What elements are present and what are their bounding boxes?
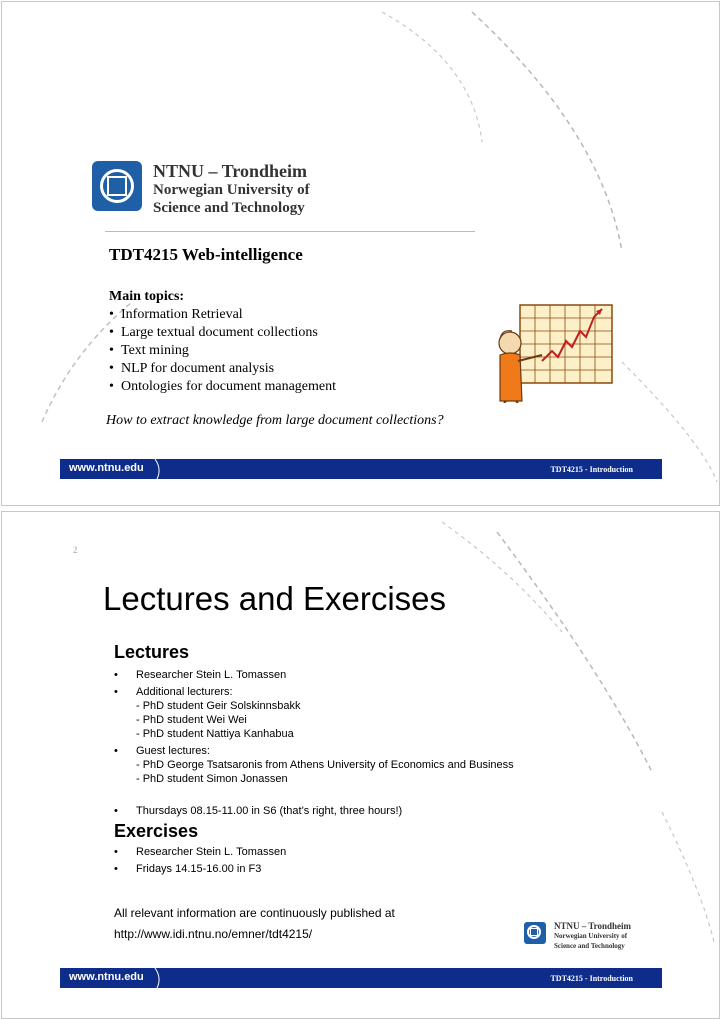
lectures-list [114,668,674,818]
exercises-heading: Exercises [114,821,199,841]
list-item: • Researcher Stein L. Tomassen [114,845,674,859]
list-item: • Large textual document collections [109,324,336,342]
list-item: • Thursdays 08.15-11.00 in S6 (that’s right, three hours!) [114,804,674,818]
presenter-chart-clipart-icon [486,303,616,403]
lecture-item-text: Researcher Stein L. Tomassen [136,669,287,681]
list-item [114,685,674,741]
info-text [114,903,395,945]
list-item [114,744,674,786]
lecture-subitem: - PhD George Tsatsaronis from Athens University of Economics and Business [136,759,514,771]
ntnu-logo-text [153,161,310,217]
footer-bar [60,968,662,988]
logo-line-1: NTNU – Trondheim [153,161,308,181]
lectures-heading: Lectures [114,642,190,662]
lecture-subitem: - PhD student Simon Jonassen [136,773,288,785]
logo-line-2: Norwegian University of [153,182,310,198]
main-topics [109,288,336,396]
list-item: • Information Retrieval [109,306,336,324]
slide-title: Lectures and Exercises [103,580,447,617]
lecture-subitem: - PhD student Nattiya Kanhabua [136,728,294,740]
footer-url: www.ntnu.edu [69,462,144,474]
footer-bar [60,459,662,479]
list-item [114,668,674,682]
topics-list [109,306,336,396]
footer-course: TDT4215 - Introduction [550,465,633,474]
footer-fold-icon [154,968,164,988]
footer-url: www.ntnu.edu [69,971,144,983]
lecture-item-text: Additional lecturers: [136,686,233,698]
logo-line-3: Science and Technology [554,942,625,950]
ntnu-logo-icon [92,161,142,211]
ntnu-logo-icon [524,922,546,944]
exercises-list [114,845,674,876]
logo-line-2: Norwegian University of [554,932,628,940]
lecture-subitem: - PhD student Wei Wei [136,714,247,726]
course-url: http://www.idi.ntnu.no/emner/tdt4215/ [114,927,313,941]
list-item: • Text mining [109,342,336,360]
title-rule [105,231,475,232]
info-line: All relevant information are continuously published at [114,906,395,920]
key-question: How to extract knowledge from large document collections? [106,413,444,428]
lecture-subitem: - PhD student Geir Solskinnsbakk [136,700,301,712]
ntnu-logo-text [554,921,631,951]
topics-heading: Main topics: [109,289,185,304]
list-item: • Ontologies for document management [109,378,336,396]
footer-course: TDT4215 - Introduction [550,974,633,983]
slide-1 [1,1,720,506]
slide-title: TDT4215 Web-intelligence [109,245,303,264]
footer-fold-icon [154,459,164,479]
list-item: • NLP for document analysis [109,360,336,378]
logo-line-3: Science and Technology [153,200,305,216]
slide-2 [1,511,720,1019]
logo-line-1: NTNU – Trondheim [554,921,632,931]
page-number: 2 [73,545,78,555]
lecture-item-text: Guest lectures: [136,745,210,757]
list-item: • Fridays 14.15-16.00 in F3 [114,862,674,876]
